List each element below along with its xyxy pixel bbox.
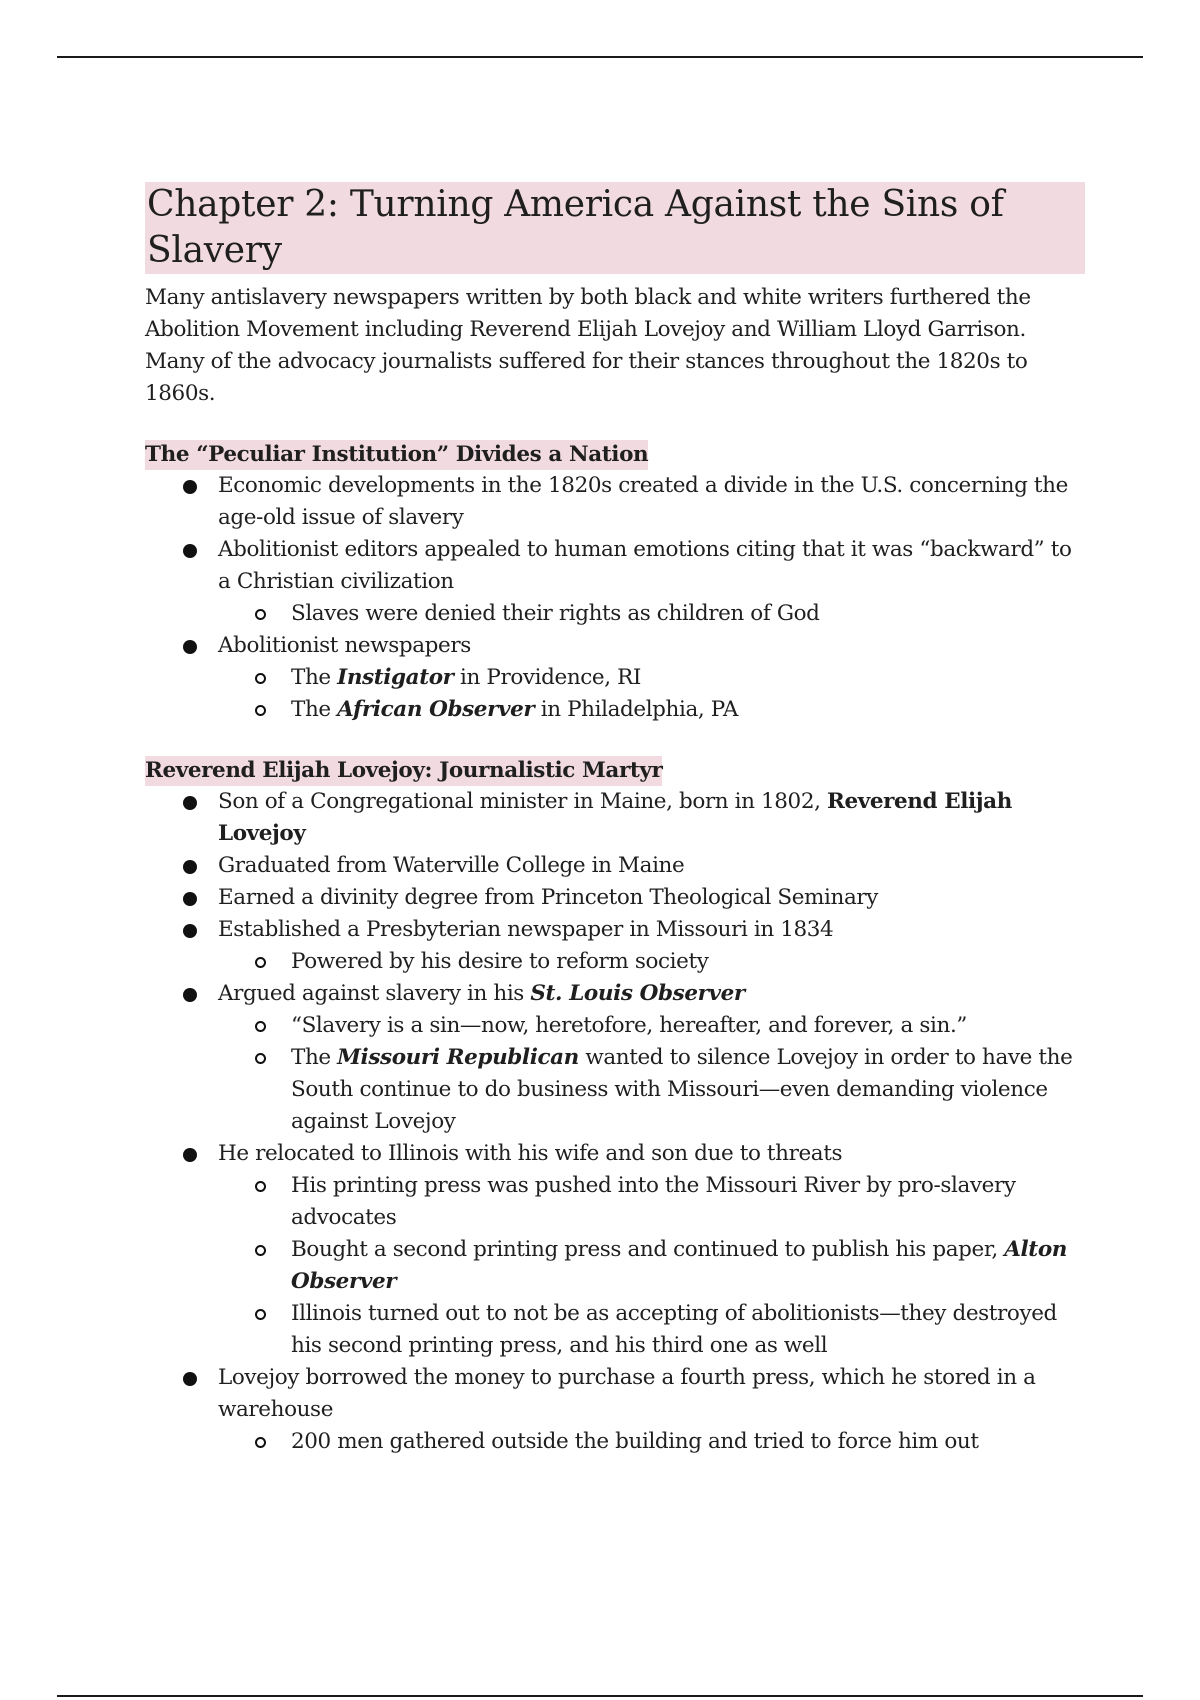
list-item — [145, 882, 1085, 914]
bullet-icon — [183, 640, 197, 654]
hollow-bullet-icon — [255, 1021, 266, 1032]
intro-paragraph: Many antislavery newspapers written by both black and white writers furthered the Abolition Movement including Reverend Elijah Lovejoy and William Lloyd Garrison. Many of the advocacy journalists suffered for their stances throughout the 1820s to 1860s. — [145, 285, 1031, 406]
item-text: Established a Presbyterian newspaper in Missouri in 1834 — [218, 917, 834, 942]
newspaper-name: Alton Observer — [291, 1237, 1067, 1294]
item-text: Economic developments in the 1820s created a divide in the U.S. concerning the age-old issue of slavery — [218, 473, 1068, 530]
bullet-list — [145, 470, 1085, 726]
item-text: in Providence, RI — [453, 665, 641, 690]
list-item — [145, 978, 1085, 1138]
newspaper-name: Instigator — [337, 665, 454, 690]
section-heading: Reverend Elijah Lovejoy: Journalistic Martyr — [145, 756, 662, 786]
item-text: Powered by his desire to reform society — [291, 949, 709, 974]
item-text: Graduated from Waterville College in Maine — [218, 853, 685, 878]
sub-list-item — [145, 598, 1085, 630]
sub-list-item — [145, 1042, 1085, 1138]
bullet-icon — [183, 480, 197, 494]
list-item — [145, 914, 1085, 978]
chapter-title: Chapter 2: Turning America Against the Sins of Slavery — [145, 182, 1085, 274]
item-text: The — [291, 665, 338, 690]
list-item — [145, 534, 1085, 630]
bullet-icon — [183, 1372, 197, 1386]
sub-bullet-list — [145, 1426, 1085, 1458]
list-item — [145, 1362, 1085, 1458]
sub-list-item — [145, 1298, 1085, 1362]
list-item — [145, 786, 1085, 850]
section-elijah-lovejoy — [145, 726, 1085, 1458]
hollow-bullet-icon — [255, 1309, 266, 1320]
item-text: Illinois turned out to not be as accepting of abolitionists—they destroyed his second printing press, and his third one as well — [291, 1301, 1057, 1358]
bullet-icon — [183, 892, 197, 906]
hollow-bullet-icon — [255, 609, 266, 620]
item-text: Earned a divinity degree from Princeton Theological Seminary — [218, 885, 879, 910]
item-text: Abolitionist editors appealed to human emotions citing that it was “backward” to a Christian civilization — [218, 537, 1072, 594]
bullet-icon — [183, 796, 197, 810]
item-text: 200 men gathered outside the building and tried to force him out — [291, 1429, 979, 1454]
item-text: Son of a Congregational minister in Maine, born in 1802, — [218, 789, 827, 814]
item-text: wanted to silence Lovejoy in order to have the South continue to do business with Missouri—even demanding violence against Lovejoy — [291, 1045, 1073, 1134]
bullet-icon — [183, 544, 197, 558]
hollow-bullet-icon — [255, 673, 266, 684]
hollow-bullet-icon — [255, 1437, 266, 1448]
item-text: Bought a second printing press and continued to publish his paper, — [291, 1237, 1005, 1262]
list-item — [145, 850, 1085, 882]
sub-bullet-list — [145, 946, 1085, 978]
item-text: Lovejoy borrowed the money to purchase a fourth press, which he stored in a warehouse — [218, 1365, 1036, 1422]
bullet-list — [145, 786, 1085, 1458]
item-text: Abolitionist newspapers — [218, 633, 471, 658]
sub-list-item — [145, 946, 1085, 978]
sub-list-item — [145, 1426, 1085, 1458]
top-rule — [57, 56, 1143, 58]
item-text: The — [291, 697, 338, 722]
quote-text: “Slavery is a sin—now, heretofore, hereafter, and forever, a sin.” — [291, 1013, 967, 1038]
bullet-icon — [183, 1148, 197, 1162]
sub-bullet-list — [145, 1010, 1085, 1138]
newspaper-name: African Observer — [337, 697, 535, 722]
hollow-bullet-icon — [255, 957, 266, 968]
newspaper-name: Missouri Republican — [337, 1045, 579, 1070]
hollow-bullet-icon — [255, 1053, 266, 1064]
bottom-rule — [57, 1695, 1143, 1697]
newspaper-name: St. Louis Observer — [530, 981, 745, 1006]
list-item — [145, 1138, 1085, 1362]
item-text: in Philadelphia, PA — [534, 697, 738, 722]
sub-bullet-list — [145, 662, 1085, 726]
sub-list-item — [145, 1010, 1085, 1042]
sub-list-item — [145, 662, 1085, 694]
sub-list-item — [145, 694, 1085, 726]
sub-list-item — [145, 1234, 1085, 1298]
sub-list-item — [145, 1170, 1085, 1234]
item-text: He relocated to Illinois with his wife and son due to threats — [218, 1141, 843, 1166]
hollow-bullet-icon — [255, 705, 266, 716]
item-text: Slaves were denied their rights as children of God — [291, 601, 820, 626]
bullet-icon — [183, 860, 197, 874]
item-text: Argued against slavery in his — [218, 981, 531, 1006]
document-body — [145, 182, 1085, 1458]
list-item — [145, 630, 1085, 726]
sub-bullet-list — [145, 1170, 1085, 1362]
item-text: The — [291, 1045, 338, 1070]
bullet-icon — [183, 924, 197, 938]
hollow-bullet-icon — [255, 1245, 266, 1256]
sub-bullet-list — [145, 598, 1085, 630]
bullet-icon — [183, 988, 197, 1002]
item-text: His printing press was pushed into the Missouri River by pro-slavery advocates — [291, 1173, 1016, 1230]
hollow-bullet-icon — [255, 1181, 266, 1192]
list-item — [145, 470, 1085, 534]
person-name: Reverend Elijah Lovejoy — [218, 789, 1012, 846]
section-peculiar-institution — [145, 410, 1085, 726]
section-heading: The “Peculiar Institution” Divides a Nation — [145, 440, 648, 470]
